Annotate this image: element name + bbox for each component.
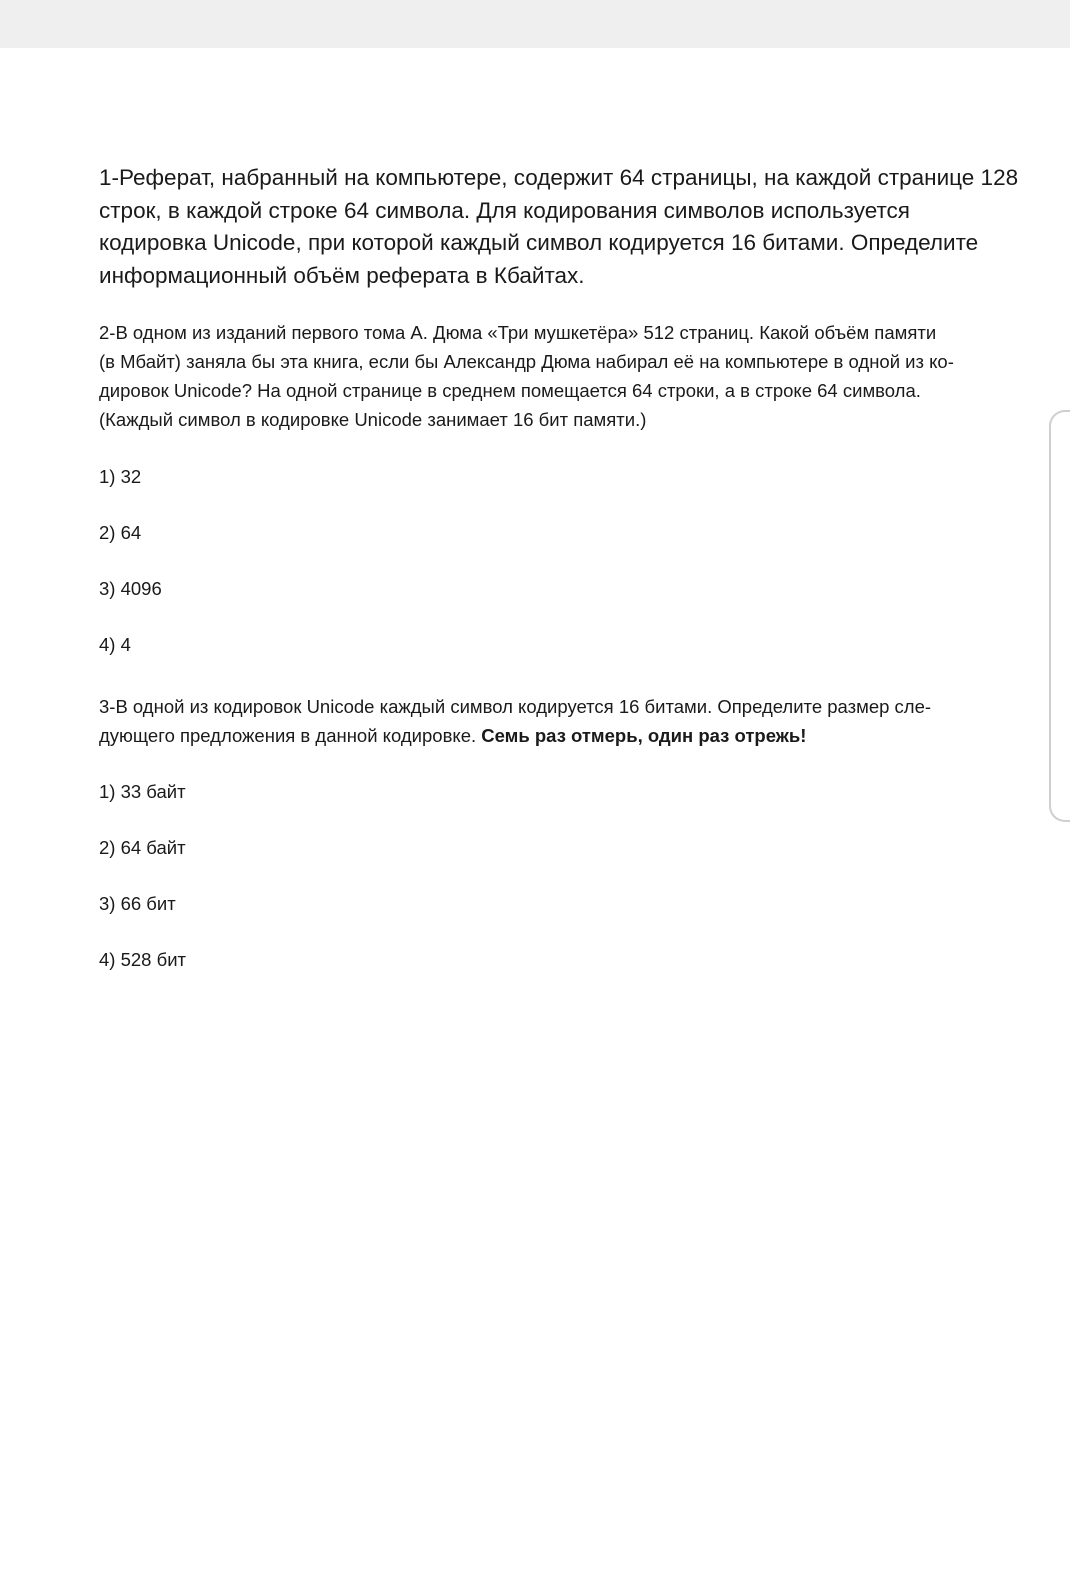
question-1-text: 1-Реферат, набранный на компьютере, содержит 64 страницы, на каждой странице 128 строк, в каждой строке 64 символа. Для кодирования символов используется кодировка Unicode, при которой каждый символ кодируется 16 битами. Определите информационный объём реферата в Кбайтах. xyxy=(99,165,1019,288)
question-2-option-2: 2) 64 xyxy=(99,522,142,543)
question-3-options xyxy=(99,780,1029,1004)
document-content xyxy=(99,162,1029,1004)
question-3-text xyxy=(99,692,1029,750)
question-2-options xyxy=(99,465,1029,689)
question-3-option-4: 4) 528 бит xyxy=(99,949,186,970)
question-2-text: 2-В одном из изданий первого тома А. Дюма «Три мушкетёра» 512 страниц. Какой объём памяти (в Мбайт) заняла бы эта книга, если бы Александр Дюма набирал её на компьютере в одной из ко- дировок Unicode? На одной странице в среднем помещается 64 строки, а в строке 64 символа. (Каждый символ в кодировке Unicode занимает 16 бит памяти.) xyxy=(99,322,954,430)
question-3-option-2: 2) 64 байт xyxy=(99,837,186,858)
question-2-option-4: 4) 4 xyxy=(99,634,131,655)
side-scroll-handle[interactable] xyxy=(1049,410,1070,822)
document-page[interactable] xyxy=(0,48,1070,1577)
question-3-option-3: 3) 66 бит xyxy=(99,893,176,914)
question-3-option-1: 1) 33 байт xyxy=(99,781,186,802)
question-2-option-3: 3) 4096 xyxy=(99,578,162,599)
top-bar xyxy=(0,0,1070,48)
question-2-option-1: 1) 32 xyxy=(99,466,142,487)
question-3-main-text: 3-В одной из кодировок Unicode каждый символ кодируется 16 битами. Определите размер сле- дующего предложения в данной кодировке. xyxy=(99,696,932,746)
question-3-bold-phrase: Семь раз отмерь, один раз отрежь! xyxy=(481,725,807,746)
